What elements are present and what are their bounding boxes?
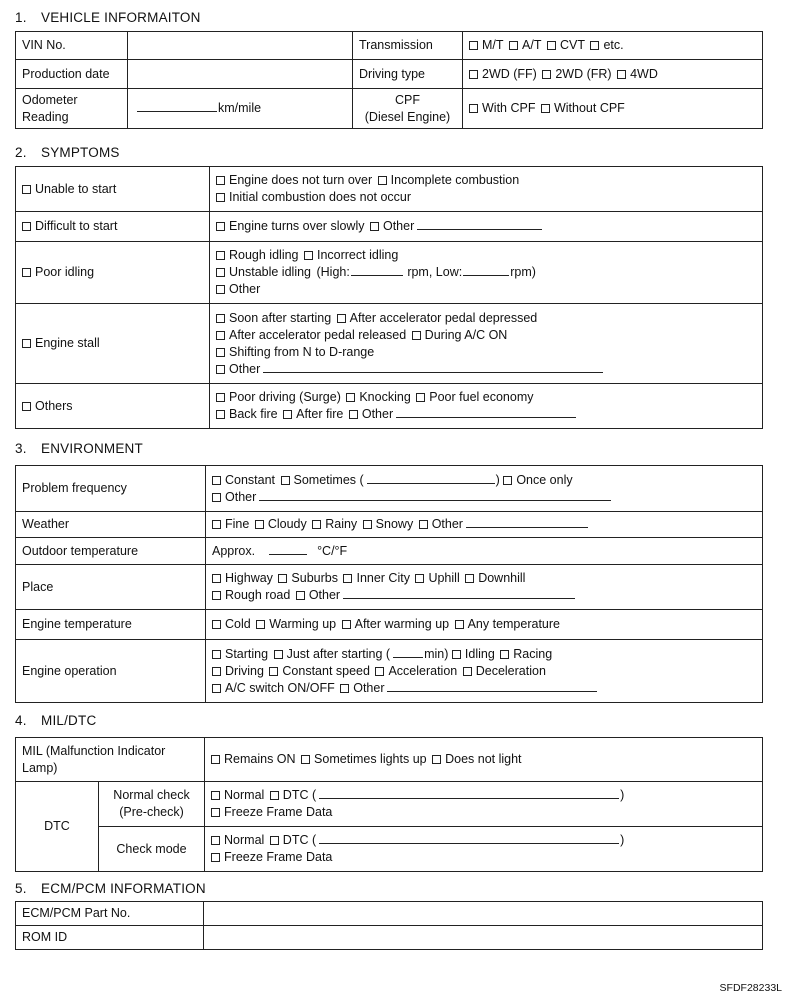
env-option[interactable]: Cold [212,616,251,633]
checkbox[interactable] [349,410,358,419]
symptom-option[interactable]: Poor fuel economy [416,389,533,406]
other-blank[interactable] [417,218,542,230]
mil-option[interactable]: Remains ON [211,751,296,768]
symptom-option[interactable]: Initial combustion does not occur [216,189,411,206]
checkbox[interactable] [256,620,265,629]
checkbox[interactable] [370,222,379,231]
transmission-option[interactable]: etc. [590,37,623,54]
symptom-option[interactable]: Incomplete combustion [378,172,520,189]
close-paren: ) [620,788,625,802]
env-options [206,610,763,640]
transmission-option[interactable]: M/T [469,37,504,54]
checkbox[interactable] [269,667,278,676]
dtc-option[interactable]: Normal [211,787,264,804]
other-blank[interactable] [387,680,597,692]
env-label: Engine temperature [16,610,206,640]
section-title: SYMPTOMS [41,145,120,160]
checkbox[interactable] [212,650,221,659]
section-title: ECM/PCM INFORMATION [41,881,206,896]
env-option[interactable]: Sometimes ( [281,472,364,489]
checkbox[interactable] [22,185,31,194]
section-heading-mil-dtc [15,713,96,728]
checkbox[interactable] [216,222,225,231]
checkbox[interactable] [212,493,221,502]
driving-type-option[interactable]: 4WD [617,66,658,83]
other-blank[interactable] [263,361,603,373]
symptom-label[interactable]: Engine stall [16,304,210,384]
env-option[interactable]: Racing [500,646,552,663]
checkbox[interactable] [211,755,220,764]
dtc-code-blank[interactable] [319,787,619,799]
dtc-option[interactable]: Freeze Frame Data [211,804,332,821]
symptom-label[interactable]: Others [16,384,210,429]
symptom-option[interactable]: Poor driving (Surge) [216,389,341,406]
env-options [206,512,763,538]
dtc-option[interactable]: DTC ( [270,832,316,849]
mil-option[interactable]: Sometimes lights up [301,751,427,768]
env-option[interactable]: Rough road [212,587,290,604]
env-row-outdoor-temperature [16,538,763,565]
env-option[interactable]: Once only [503,472,572,489]
section-title: MIL/DTC [41,713,97,728]
checkbox[interactable] [22,268,31,277]
ecm-part-no-label: ECM/PCM Part No. [16,902,204,926]
symptom-label[interactable]: Poor idling [16,242,210,304]
driving-type-option[interactable]: 2WD (FF) [469,66,537,83]
transmission-label: Transmission [353,32,463,60]
checkbox[interactable] [469,70,478,79]
sometimes-blank[interactable] [367,472,495,484]
checkbox[interactable] [216,393,225,402]
env-option[interactable]: Idling [452,646,495,663]
env-row-weather [16,512,763,538]
checkbox[interactable] [274,650,283,659]
checkbox[interactable] [216,251,225,260]
close-paren: ) [620,833,625,847]
checkbox[interactable] [415,574,424,583]
symptom-option[interactable]: Other [370,218,414,235]
checkbox[interactable] [541,104,550,113]
env-option[interactable]: Deceleration [463,663,546,680]
checkbox[interactable] [270,791,279,800]
transmission-option[interactable]: A/T [509,37,541,54]
env-option[interactable]: A/C switch ON/OFF [212,680,335,697]
env-options [206,538,763,565]
env-option[interactable]: Suburbs [278,570,338,587]
symptom-row-poor-idling [16,242,763,304]
symptom-option[interactable]: Shifting from N to D-range [216,344,374,361]
min-close-label: min) [424,646,449,661]
rpm-low-label: rpm, Low: [407,265,463,279]
checkbox[interactable] [22,402,31,411]
mil-row [16,738,763,782]
checkbox[interactable] [375,667,384,676]
symptom-option[interactable]: Unstable idling [216,264,311,281]
env-option[interactable]: Inner City [343,570,410,587]
rom-id-field[interactable] [204,926,763,950]
symptom-option[interactable]: After accelerator pedal released [216,327,406,344]
env-option[interactable]: Acceleration [375,663,457,680]
checkbox[interactable] [343,574,352,583]
mil-options [205,738,763,782]
rpm-close-label: rpm) [510,265,536,279]
production-date-label: Production date [16,60,128,89]
driving-type-label: Driving type [353,60,463,89]
env-option[interactable]: Warming up [256,616,336,633]
dtc-check-mode-row [16,827,763,872]
checkbox[interactable] [22,339,31,348]
checkbox[interactable] [432,755,441,764]
dtc-label: DTC [16,782,99,872]
vin-label: VIN No. [16,32,128,60]
checkbox[interactable] [469,104,478,113]
checkbox[interactable] [455,620,464,629]
checkbox[interactable] [212,620,221,629]
env-options [206,640,763,703]
checkbox[interactable] [216,314,225,323]
env-options [206,466,763,512]
env-option[interactable]: After warming up [342,616,449,633]
checkbox[interactable] [212,476,221,485]
vin-field[interactable] [128,32,353,60]
checkbox[interactable] [211,853,220,862]
checkbox[interactable] [212,591,221,600]
symptom-option[interactable]: During A/C ON [412,327,508,344]
env-option[interactable]: Snowy [363,516,414,533]
section-heading-symptoms [15,145,120,160]
env-option[interactable]: Constant [212,472,275,489]
transmission-option[interactable]: CVT [547,37,585,54]
checkbox[interactable] [212,574,221,583]
minutes-blank[interactable] [393,646,423,658]
mil-option[interactable]: Does not light [432,751,521,768]
rpm-low-blank[interactable] [463,264,509,276]
symptom-options [210,304,763,384]
section-title: ENVIRONMENT [41,441,143,456]
checkbox[interactable] [500,650,509,659]
env-options [206,565,763,610]
checkbox[interactable] [216,193,225,202]
check-mode-label: Check mode [99,827,205,872]
ecm-part-no-field[interactable] [204,902,763,926]
env-label: Weather [16,512,206,538]
symptom-option[interactable]: Soon after starting [216,310,331,327]
env-label: Place [16,565,206,610]
dtc-options [205,782,763,827]
checkbox[interactable] [211,808,220,817]
other-blank[interactable] [396,406,576,418]
cpf-options [463,89,763,129]
checkbox[interactable] [211,836,220,845]
section-number: 2. [15,145,27,160]
env-row-engine-operation [16,640,763,703]
env-row-place [16,565,763,610]
env-option[interactable]: Constant speed [269,663,370,680]
checkbox[interactable] [337,314,346,323]
symptom-options [210,384,763,429]
symptom-option[interactable]: Other [349,406,393,423]
mil-label: MIL (Malfunction Indicator Lamp) [16,738,205,782]
driving-type-option[interactable]: 2WD (FR) [542,66,611,83]
ecm-info-table [15,901,763,950]
symptom-option[interactable]: Back fire [216,406,278,423]
rom-id-label: ROM ID [16,926,204,950]
env-label: Outdoor temperature [16,538,206,565]
checkbox[interactable] [270,836,279,845]
dtc-code-blank[interactable] [319,832,619,844]
checkbox[interactable] [211,791,220,800]
checkbox[interactable] [342,620,351,629]
env-row-problem-frequency [16,466,763,512]
symptom-options [210,212,763,242]
normal-check-label: Normal check (Pre-check) [99,782,205,827]
odometer-field[interactable] [128,89,353,129]
env-label: Problem frequency [16,466,206,512]
checkbox[interactable] [312,520,321,529]
env-option[interactable]: Other [212,489,256,506]
section-title: VEHICLE INFORMAITON [41,10,201,25]
dtc-normal-check-row [16,782,763,827]
dtc-option[interactable]: Freeze Frame Data [211,849,332,866]
symptom-option[interactable]: Other [216,361,260,378]
symptom-option[interactable]: Engine turns over slowly [216,218,364,235]
high-label: (High: [316,265,350,279]
symptom-row-engine-stall [16,304,763,384]
temperature-unit: °C/°F [317,543,348,558]
checkbox[interactable] [463,667,472,676]
env-option[interactable]: Other [296,587,340,604]
dtc-option[interactable]: Normal [211,832,264,849]
rpm-high-blank[interactable] [351,264,403,276]
symptom-option[interactable]: Other [216,281,260,298]
symptom-option[interactable]: After accelerator pedal depressed [337,310,538,327]
checkbox[interactable] [216,331,225,340]
mil-dtc-table [15,737,763,872]
cpf-option[interactable]: Without CPF [541,100,625,117]
checkbox[interactable] [283,410,292,419]
checkbox[interactable] [216,176,225,185]
dtc-option[interactable]: DTC ( [270,787,316,804]
symptoms-table [15,166,763,429]
other-blank[interactable] [343,587,575,599]
symptom-option[interactable]: After fire [283,406,343,423]
env-option[interactable]: Other [419,516,463,533]
checkbox[interactable] [278,574,287,583]
symptom-option[interactable]: Incorrect idling [304,247,398,264]
checkbox[interactable] [469,41,478,50]
environment-table [15,465,763,703]
odometer-label: Odometer Reading [16,89,128,129]
symptom-option[interactable]: Engine does not turn over [216,172,372,189]
transmission-options [463,32,763,60]
symptom-option[interactable]: Knocking [346,389,410,406]
env-label: Engine operation [16,640,206,703]
checkbox[interactable] [296,591,305,600]
section-number: 3. [15,441,27,456]
other-blank[interactable] [466,516,588,528]
section-number: 5. [15,881,27,896]
checkbox[interactable] [216,285,225,294]
checkbox[interactable] [542,70,551,79]
checkbox[interactable] [212,684,221,693]
vehicle-info-table [15,31,763,129]
odometer-unit: km/mile [218,101,262,115]
env-option[interactable]: Rainy [312,516,357,533]
checkbox[interactable] [590,41,599,50]
cpf-label: CPF (Diesel Engine) [353,89,463,129]
temperature-blank[interactable] [269,543,307,555]
section-number: 4. [15,713,27,728]
section-number: 1. [15,10,27,25]
env-option[interactable]: Just after starting ( [274,646,391,663]
checkbox[interactable] [509,41,518,50]
checkbox[interactable] [346,393,355,402]
checkbox[interactable] [412,331,421,340]
checkbox[interactable] [363,520,372,529]
cpf-option[interactable]: With CPF [469,100,535,117]
section-heading-environment [15,441,143,456]
symptom-options [210,242,763,304]
driving-type-options [463,60,763,89]
env-option[interactable]: Uphill [415,570,459,587]
checkbox[interactable] [216,348,225,357]
checkbox[interactable] [340,684,349,693]
symptom-option[interactable]: Rough idling [216,247,299,264]
checkbox[interactable] [22,222,31,231]
checkbox[interactable] [304,251,313,260]
checkbox[interactable] [617,70,626,79]
env-option[interactable]: Fine [212,516,249,533]
symptom-row-others [16,384,763,429]
checkbox[interactable] [216,410,225,419]
checkbox[interactable] [419,520,428,529]
checkbox[interactable] [216,365,225,374]
env-option[interactable]: Driving [212,663,264,680]
close-paren: ) [495,472,500,487]
checkbox[interactable] [465,574,474,583]
env-option[interactable]: Highway [212,570,273,587]
figure-code: SFDF28233L [719,982,782,994]
approx-label: Approx. [212,543,256,558]
checkbox[interactable] [255,520,264,529]
checkbox[interactable] [301,755,310,764]
symptom-label[interactable]: Unable to start [16,167,210,212]
odometer-blank[interactable] [137,100,217,112]
symptom-row-unable-to-start [16,167,763,212]
checkbox[interactable] [281,476,290,485]
symptom-row-difficult-to-start [16,212,763,242]
checkbox[interactable] [216,268,225,277]
checkbox[interactable] [378,176,387,185]
env-option[interactable]: Starting [212,646,268,663]
other-blank[interactable] [259,489,611,501]
dtc-options [205,827,763,872]
checkbox[interactable] [212,667,221,676]
symptom-label[interactable]: Difficult to start [16,212,210,242]
checkbox[interactable] [416,393,425,402]
checkbox[interactable] [452,650,461,659]
env-option[interactable]: Cloudy [255,516,307,533]
env-option[interactable]: Downhill [465,570,525,587]
env-row-engine-temperature [16,610,763,640]
checkbox[interactable] [503,476,512,485]
env-option[interactable]: Other [340,680,384,697]
section-heading-vehicle-info [15,10,201,25]
section-heading-ecm-info [15,881,206,896]
env-option[interactable]: Any temperature [455,616,560,633]
checkbox[interactable] [547,41,556,50]
checkbox[interactable] [212,520,221,529]
symptom-options [210,167,763,212]
production-date-field[interactable] [128,60,353,89]
